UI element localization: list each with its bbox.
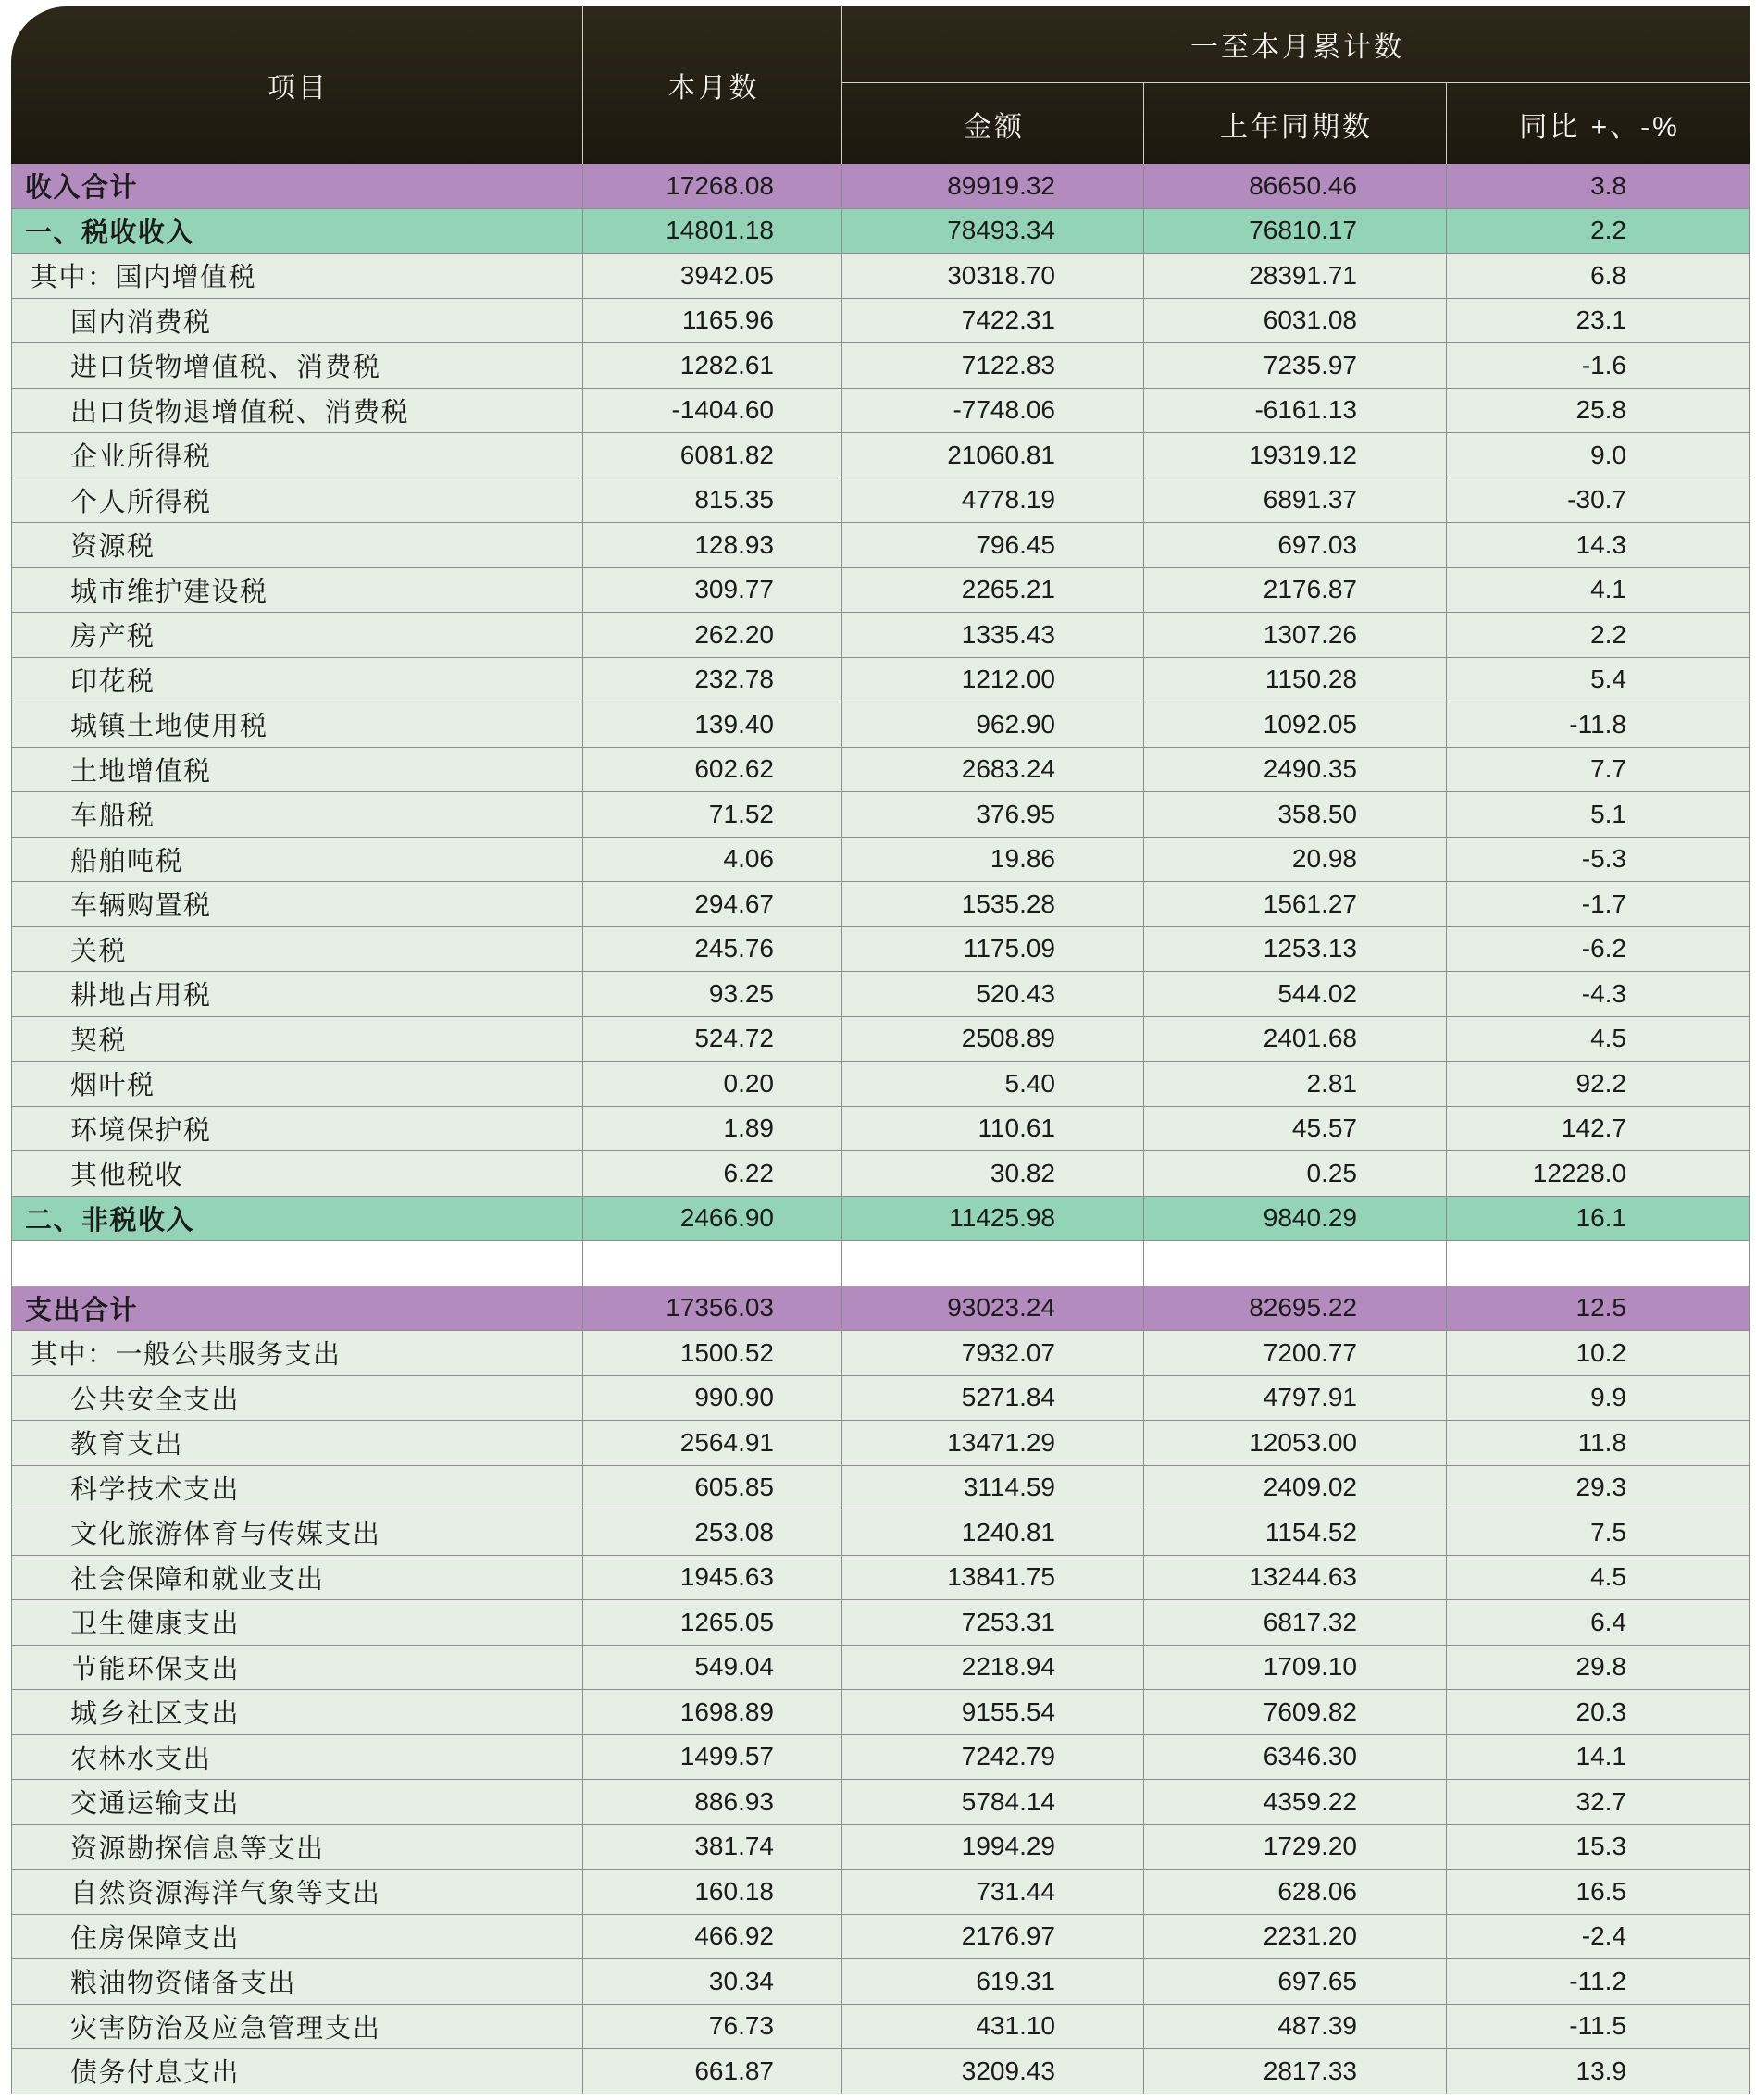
- expense-item-row: [11, 2049, 1750, 2094]
- last-year-value: 358.50: [1144, 792, 1447, 837]
- last-year-value: 1307.26: [1144, 613, 1447, 657]
- expense-item-row: [11, 1870, 1750, 1915]
- this-month-value: -1404.60: [583, 389, 842, 433]
- expense-item-row: [11, 1331, 1750, 1376]
- this-month-value: 262.20: [583, 613, 842, 657]
- yoy-change-value: 20.3: [1447, 1690, 1750, 1734]
- cumulative-amount-value: 7422.31: [842, 299, 1144, 343]
- cumulative-amount-value: 89919.32: [842, 164, 1144, 208]
- this-month-value: 93.25: [583, 972, 842, 1016]
- last-year-value: 4359.22: [1144, 1780, 1447, 1824]
- this-month-value: 71.52: [583, 792, 842, 837]
- row-label: 粮油物资储备支出: [11, 1959, 583, 2004]
- yoy-change-value: 142.7: [1447, 1107, 1750, 1151]
- yoy-change-value: -5.3: [1447, 838, 1750, 882]
- this-month-value: 815.35: [583, 478, 842, 523]
- yoy-change-value: 6.8: [1447, 254, 1750, 298]
- cumulative-amount-value: 7253.31: [842, 1600, 1144, 1645]
- last-year-value: 7200.77: [1144, 1331, 1447, 1375]
- last-year-value: 1709.10: [1144, 1646, 1447, 1690]
- this-month-value: 232.78: [583, 658, 842, 702]
- row-label: 出口货物退增值税、消费税: [11, 389, 583, 433]
- this-month-value: 3942.05: [583, 254, 842, 298]
- last-year-value: 6346.30: [1144, 1735, 1447, 1780]
- this-month-value: 1945.63: [583, 1556, 842, 1600]
- cumulative-amount-value: 9155.54: [842, 1690, 1144, 1734]
- expense-item-row: [11, 1780, 1750, 1825]
- this-month-value: 294.67: [583, 882, 842, 926]
- expense-item-row: [11, 2005, 1750, 2050]
- yoy-change-value: -1.6: [1447, 343, 1750, 388]
- row-label: 企业所得税: [11, 433, 583, 478]
- expense-item-row: [11, 1510, 1750, 1556]
- last-year-value: 28391.71: [1144, 254, 1447, 298]
- header-amount: 金额: [842, 83, 1144, 164]
- yoy-change-value: 5.1: [1447, 792, 1750, 837]
- blank-cell: [1144, 1241, 1447, 1286]
- tax-item-row: [11, 792, 1750, 838]
- yoy-change-value: 4.5: [1447, 1017, 1750, 1062]
- tax-item-row: [11, 1151, 1750, 1197]
- yoy-change-value: 2.2: [1447, 613, 1750, 657]
- fiscal-revenue-expenditure-table: [11, 6, 1750, 2094]
- blank-cell: [1447, 1241, 1750, 1286]
- yoy-change-value: -4.3: [1447, 972, 1750, 1016]
- last-year-value: 1729.20: [1144, 1825, 1447, 1870]
- row-label: 印花税: [11, 658, 583, 702]
- last-year-value: 0.25: [1144, 1151, 1447, 1196]
- yoy-change-value: 15.3: [1447, 1825, 1750, 1870]
- cumulative-amount-value: 7122.83: [842, 343, 1144, 388]
- cumulative-amount-value: 2218.94: [842, 1646, 1144, 1690]
- tax-item-row: [11, 748, 1750, 793]
- last-year-value: 2490.35: [1144, 748, 1447, 792]
- cumulative-amount-value: 2683.24: [842, 748, 1144, 792]
- yoy-change-value: 6.4: [1447, 1600, 1750, 1645]
- yoy-change-value: 14.1: [1447, 1735, 1750, 1780]
- row-label: 关税: [11, 927, 583, 972]
- this-month-value: 1698.89: [583, 1690, 842, 1734]
- this-month-value: 381.74: [583, 1825, 842, 1870]
- cumulative-amount-value: 78493.34: [842, 209, 1144, 254]
- cumulative-amount-value: 520.43: [842, 972, 1144, 1016]
- expense-item-row: [11, 1825, 1750, 1870]
- last-year-value: 45.57: [1144, 1107, 1447, 1151]
- cumulative-amount-value: 3114.59: [842, 1466, 1144, 1510]
- header-yoy: 同比 +、-%: [1519, 111, 1680, 143]
- expense-item-row: [11, 1690, 1750, 1735]
- this-month-value: 309.77: [583, 568, 842, 613]
- row-label: 节能环保支出: [11, 1646, 583, 1690]
- blank-separator-row: [11, 1241, 1750, 1286]
- tax-item-row: [11, 972, 1750, 1017]
- last-year-value: 82695.22: [1144, 1286, 1447, 1331]
- row-label: 二、非税收入: [11, 1197, 583, 1241]
- tax-item-row: [11, 1062, 1750, 1107]
- this-month-value: 0.20: [583, 1062, 842, 1106]
- last-year-value: 6031.08: [1144, 299, 1447, 343]
- last-year-value: 2.81: [1144, 1062, 1447, 1106]
- cumulative-amount-value: 5.40: [842, 1062, 1144, 1106]
- header-cumulative: 一至本月累计数: [842, 6, 1750, 83]
- yoy-change-value: 2.2: [1447, 209, 1750, 254]
- cumulative-amount-value: 796.45: [842, 523, 1144, 567]
- this-month-value: 886.93: [583, 1780, 842, 1824]
- row-label: 个人所得税: [11, 478, 583, 523]
- yoy-change-value: -1.7: [1447, 882, 1750, 926]
- expense-item-row: [11, 1421, 1750, 1466]
- row-label: 车船税: [11, 792, 583, 837]
- row-label: 城镇土地使用税: [11, 702, 583, 747]
- row-label: 资源税: [11, 523, 583, 567]
- yoy-change-value: 16.1: [1447, 1197, 1750, 1241]
- yoy-change-value: 3.8: [1447, 164, 1750, 208]
- row-label: 城市维护建设税: [11, 568, 583, 613]
- yoy-change-value: 16.5: [1447, 1870, 1750, 1914]
- header-this-month: 本月数: [583, 6, 842, 164]
- tax-item-row: [11, 523, 1750, 568]
- row-label: 环境保护税: [11, 1107, 583, 1151]
- last-year-value: 9840.29: [1144, 1197, 1447, 1241]
- last-year-value: 2231.20: [1144, 1915, 1447, 1959]
- header-item: 项目: [11, 6, 583, 164]
- last-year-value: 1253.13: [1144, 927, 1447, 972]
- row-label: 教育支出: [11, 1421, 583, 1465]
- this-month-value: 1265.05: [583, 1600, 842, 1645]
- expense-item-row: [11, 1646, 1750, 1691]
- cumulative-amount-value: 1212.00: [842, 658, 1144, 702]
- expense-item-row: [11, 1376, 1750, 1422]
- row-label: 灾害防治及应急管理支出: [11, 2005, 583, 2049]
- header-last-year: 上年同期数: [1144, 83, 1447, 164]
- tax-item-row: [11, 1017, 1750, 1062]
- tax-item-row: [11, 478, 1750, 524]
- this-month-value: 1.89: [583, 1107, 842, 1151]
- last-year-value: 12053.00: [1144, 1421, 1447, 1465]
- yoy-change-value: 23.1: [1447, 299, 1750, 343]
- cumulative-amount-value: 2265.21: [842, 568, 1144, 613]
- row-label: 国内消费税: [11, 299, 583, 343]
- yoy-change-value: -11.8: [1447, 702, 1750, 747]
- last-year-value: 697.65: [1144, 1959, 1447, 2004]
- cumulative-amount-value: 19.86: [842, 838, 1144, 882]
- last-year-value: 4797.91: [1144, 1376, 1447, 1421]
- this-month-value: 549.04: [583, 1646, 842, 1690]
- row-label: 房产税: [11, 613, 583, 657]
- blank-cell: [842, 1241, 1144, 1286]
- cumulative-amount-value: 7242.79: [842, 1735, 1144, 1780]
- yoy-change-value: -30.7: [1447, 478, 1750, 523]
- tax-item-row: [11, 927, 1750, 973]
- this-month-value: 602.62: [583, 748, 842, 792]
- this-month-value: 245.76: [583, 927, 842, 972]
- cumulative-amount-value: 11425.98: [842, 1197, 1144, 1241]
- table-body: [11, 164, 1750, 2094]
- cumulative-amount-value: 431.10: [842, 2005, 1144, 2049]
- row-label: 城乡社区支出: [11, 1690, 583, 1734]
- table-header: [11, 6, 1750, 164]
- row-label: 其中：国内增值税: [11, 254, 583, 298]
- this-month-value: 661.87: [583, 2049, 842, 2094]
- yoy-change-value: 5.4: [1447, 658, 1750, 702]
- tax-item-row: [11, 299, 1750, 344]
- blank-cell: [583, 1241, 842, 1286]
- yoy-change-value: 13.9: [1447, 2049, 1750, 2094]
- yoy-change-value: -11.5: [1447, 2005, 1750, 2049]
- cumulative-amount-value: 376.95: [842, 792, 1144, 837]
- last-year-value: 2409.02: [1144, 1466, 1447, 1510]
- yoy-change-value: 4.1: [1447, 568, 1750, 613]
- this-month-value: 1500.52: [583, 1331, 842, 1375]
- last-year-value: 697.03: [1144, 523, 1447, 567]
- this-month-value: 160.18: [583, 1870, 842, 1914]
- row-label: 其中：一般公共服务支出: [11, 1331, 583, 1375]
- last-year-value: 7609.82: [1144, 1690, 1447, 1734]
- row-label: 资源勘探信息等支出: [11, 1825, 583, 1870]
- last-year-value: 19319.12: [1144, 433, 1447, 478]
- row-label: 文化旅游体育与传媒支出: [11, 1510, 583, 1555]
- this-month-value: 2564.91: [583, 1421, 842, 1465]
- yoy-change-value: 25.8: [1447, 389, 1750, 433]
- yoy-change-value: 29.8: [1447, 1646, 1750, 1690]
- yoy-change-value: 14.3: [1447, 523, 1750, 567]
- row-label: 收入合计: [11, 164, 583, 208]
- this-month-value: 2466.90: [583, 1197, 842, 1241]
- last-year-value: 1154.52: [1144, 1510, 1447, 1555]
- tax-item-row: [11, 1107, 1750, 1152]
- row-label: 交通运输支出: [11, 1780, 583, 1824]
- this-month-value: 1165.96: [583, 299, 842, 343]
- tax-item-row: [11, 613, 1750, 658]
- blank-cell: [11, 1241, 583, 1286]
- row-label: 科学技术支出: [11, 1466, 583, 1510]
- tax-revenue-row: [11, 209, 1750, 255]
- yoy-change-value: 9.9: [1447, 1376, 1750, 1421]
- non-tax-revenue-row: [11, 1197, 1750, 1242]
- last-year-value: 6817.32: [1144, 1600, 1447, 1645]
- this-month-value: 6.22: [583, 1151, 842, 1196]
- cumulative-amount-value: 5784.14: [842, 1780, 1144, 1824]
- cumulative-amount-value: 1535.28: [842, 882, 1144, 926]
- last-year-value: 628.06: [1144, 1870, 1447, 1914]
- this-month-value: 139.40: [583, 702, 842, 747]
- last-year-value: 544.02: [1144, 972, 1447, 1016]
- tax-item-row: [11, 343, 1750, 389]
- cumulative-amount-value: -7748.06: [842, 389, 1144, 433]
- yoy-change-value: 29.3: [1447, 1466, 1750, 1510]
- income-total-row: [11, 164, 1750, 209]
- row-label: 其他税收: [11, 1151, 583, 1196]
- row-label: 进口货物增值税、消费税: [11, 343, 583, 388]
- cumulative-amount-value: 731.44: [842, 1870, 1144, 1914]
- cumulative-amount-value: 110.61: [842, 1107, 1144, 1151]
- tax-item-row: [11, 568, 1750, 614]
- this-month-value: 990.90: [583, 1376, 842, 1421]
- last-year-value: 2401.68: [1144, 1017, 1447, 1062]
- cumulative-amount-value: 4778.19: [842, 478, 1144, 523]
- yoy-change-value: 4.5: [1447, 1556, 1750, 1600]
- row-label: 耕地占用税: [11, 972, 583, 1016]
- cumulative-amount-value: 30318.70: [842, 254, 1144, 298]
- expense-item-row: [11, 1735, 1750, 1781]
- this-month-value: 605.85: [583, 1466, 842, 1510]
- this-month-value: 76.73: [583, 2005, 842, 2049]
- last-year-value: 20.98: [1144, 838, 1447, 882]
- row-label: 公共安全支出: [11, 1376, 583, 1421]
- expense-item-row: [11, 1600, 1750, 1646]
- cumulative-amount-value: 619.31: [842, 1959, 1144, 2004]
- row-label: 自然资源海洋气象等支出: [11, 1870, 583, 1914]
- expense-item-row: [11, 1556, 1750, 1601]
- cumulative-amount-value: 13471.29: [842, 1421, 1144, 1465]
- row-label: 土地增值税: [11, 748, 583, 792]
- cumulative-amount-value: 2176.97: [842, 1915, 1144, 1959]
- last-year-value: 2817.33: [1144, 2049, 1447, 2094]
- row-label: 社会保障和就业支出: [11, 1556, 583, 1600]
- yoy-change-value: 12.5: [1447, 1286, 1750, 1331]
- row-label: 船舶吨税: [11, 838, 583, 882]
- last-year-value: 7235.97: [1144, 343, 1447, 388]
- this-month-value: 6081.82: [583, 433, 842, 478]
- last-year-value: 6891.37: [1144, 478, 1447, 523]
- this-month-value: 466.92: [583, 1915, 842, 1959]
- yoy-change-value: 11.8: [1447, 1421, 1750, 1465]
- cumulative-amount-value: 93023.24: [842, 1286, 1144, 1331]
- row-label: 一、税收收入: [11, 209, 583, 254]
- tax-item-row: [11, 882, 1750, 927]
- cumulative-amount-value: 1335.43: [842, 613, 1144, 657]
- cumulative-amount-value: 30.82: [842, 1151, 1144, 1196]
- yoy-change-value: 9.0: [1447, 433, 1750, 478]
- cumulative-amount-value: 21060.81: [842, 433, 1144, 478]
- row-label: 债务付息支出: [11, 2049, 583, 2094]
- this-month-value: 30.34: [583, 1959, 842, 2004]
- cumulative-amount-value: 1175.09: [842, 927, 1144, 972]
- cumulative-amount-value: 13841.75: [842, 1556, 1144, 1600]
- tax-item-row: [11, 254, 1750, 299]
- row-label: 支出合计: [11, 1286, 583, 1331]
- yoy-change-value: -11.2: [1447, 1959, 1750, 2004]
- yoy-change-value: -2.4: [1447, 1915, 1750, 1959]
- last-year-value: 2176.87: [1144, 568, 1447, 613]
- expense-item-row: [11, 1466, 1750, 1511]
- this-month-value: 1499.57: [583, 1735, 842, 1780]
- yoy-change-value: 32.7: [1447, 1780, 1750, 1824]
- yoy-change-value: 92.2: [1447, 1062, 1750, 1106]
- row-label: 车辆购置税: [11, 882, 583, 926]
- row-label: 住房保障支出: [11, 1915, 583, 1959]
- tax-item-row: [11, 702, 1750, 748]
- this-month-value: 128.93: [583, 523, 842, 567]
- yoy-change-value: -6.2: [1447, 927, 1750, 972]
- tax-item-row: [11, 658, 1750, 703]
- last-year-value: -6161.13: [1144, 389, 1447, 433]
- tax-item-row: [11, 389, 1750, 434]
- last-year-value: 86650.46: [1144, 164, 1447, 208]
- yoy-change-value: 7.5: [1447, 1510, 1750, 1555]
- last-year-value: 1092.05: [1144, 702, 1447, 747]
- cumulative-amount-value: 1240.81: [842, 1510, 1144, 1555]
- this-month-value: 524.72: [583, 1017, 842, 1062]
- expense-item-row: [11, 1915, 1750, 1960]
- yoy-change-value: 7.7: [1447, 748, 1750, 792]
- this-month-value: 4.06: [583, 838, 842, 882]
- cumulative-amount-value: 5271.84: [842, 1376, 1144, 1421]
- last-year-value: 13244.63: [1144, 1556, 1447, 1600]
- this-month-value: 253.08: [583, 1510, 842, 1555]
- cumulative-amount-value: 2508.89: [842, 1017, 1144, 1062]
- tax-item-row: [11, 433, 1750, 478]
- cumulative-amount-value: 3209.43: [842, 2049, 1144, 2094]
- last-year-value: 1561.27: [1144, 882, 1447, 926]
- this-month-value: 1282.61: [583, 343, 842, 388]
- row-label: 卫生健康支出: [11, 1600, 583, 1645]
- cumulative-amount-value: 962.90: [842, 702, 1144, 747]
- yoy-change-value: 10.2: [1447, 1331, 1750, 1375]
- expense-total-row: [11, 1286, 1750, 1332]
- row-label: 契税: [11, 1017, 583, 1062]
- row-label: 烟叶税: [11, 1062, 583, 1106]
- cumulative-amount-value: 7932.07: [842, 1331, 1144, 1375]
- tax-item-row: [11, 838, 1750, 883]
- this-month-value: 17268.08: [583, 164, 842, 208]
- yoy-change-value: 12228.0: [1447, 1151, 1750, 1196]
- last-year-value: 1150.28: [1144, 658, 1447, 702]
- this-month-value: 17356.03: [583, 1286, 842, 1331]
- last-year-value: 76810.17: [1144, 209, 1447, 254]
- row-label: 农林水支出: [11, 1735, 583, 1780]
- cumulative-amount-value: 1994.29: [842, 1825, 1144, 1870]
- this-month-value: 14801.18: [583, 209, 842, 254]
- last-year-value: 487.39: [1144, 2005, 1447, 2049]
- expense-item-row: [11, 1959, 1750, 2005]
